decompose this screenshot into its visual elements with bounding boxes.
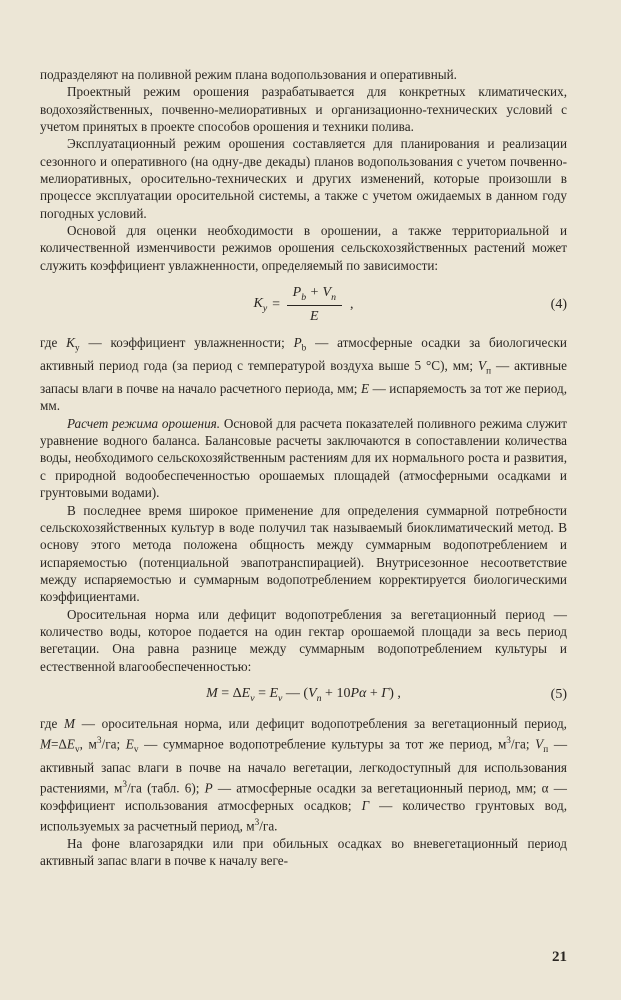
formula-4	[40, 278, 567, 332]
formula-5-expression: $M = \Delta E_v = E_v$ — $(V_п + 10P\alpha + Г)$ ,	[206, 686, 401, 704]
formula-5	[40, 675, 567, 715]
formula-4-equals: =	[271, 297, 281, 313]
page-number: 21	[552, 949, 567, 965]
paragraph-last: На фоне влагозарядки или при обильных осадках во вневегетационный период активный запас влаги в почве к началу веге-	[40, 835, 567, 869]
paragraph-bioclimatic-method: В последнее время широкое применение для определения суммарной потребности сельскохозяйственных культур в воде получил так называемый биоклиматический метод. В основу этого метода положена общность между суммарным водопотреблением и испаряемостью (потенциальной эвапотранспирацией). Внутрисезонное несоответствие между испаряемостью и суммарным водопотреблением корректируется биологическими коэффициентами.	[40, 502, 567, 605]
paragraph-irrigation-calculation: Расчет режима орошения. Основой для расчета показателей поливного режима служит уравнение водного баланса. Балансовые расчеты заключаются в сопоставлении количества воды, необходимого сельскохозяйственным растениям для их нормального роста и развития, с природной водообеспеченностью орошаемых площадей (атмосферными осадками и грунтовыми водами).	[40, 415, 567, 501]
formula-4-denominator: E	[310, 309, 319, 325]
paragraph-design-regime: Проектный режим орошения разрабатывается для конкретных климатических, водохозяйственных, почвенно-мелиоративных и организационно-технических условий с учетом принятых в проекте способов орошения и техники полива.	[40, 84, 567, 135]
formula-4-lhs: $K_у$	[253, 296, 268, 315]
paragraph-irrigation-norm: Оросительная норма или дефицит водопотребления за вегетационный период — количество воды, которое подается на один гектар орошаемой площади за весь период вегетации. Она равна разнице между суммарным водопотреблением культуры и естественной влагообеспеченностью:	[40, 606, 567, 674]
paragraph-formula-4-legend: где $K_у$ — коэффициент увлажненности; $P_b$ — атмосферные осадки за биологически активный период года (за период с температурой воздуха выше 5 °С), мм; $V_п$ — активные запасы влаги в почве на начало расчетного периода, мм; E — испаряемость за тот же период, мм.	[40, 335, 568, 414]
formula-4-fraction	[287, 285, 342, 325]
section-title: Расчет режима орошения.	[67, 415, 221, 431]
paragraph-continuation: подразделяют на поливной режим плана водопользования и оперативный.	[40, 67, 457, 82]
formula-4-comma: ,	[350, 297, 354, 313]
equation-number-4: (4)	[550, 297, 567, 313]
paragraph-operational-regime: Эксплуатационный режим орошения составляется для планирования и реализации сезонного и оперативного (на одну-две декады) планов водопользования с учетом почвенно-мелиоративных, оросительно-технических и других изменений, которые произошли в процессе эксплуатации оросительной системы, а также с учетом ожидаемых в данном году погодных условий.	[40, 136, 567, 221]
equation-number-5: (5)	[550, 686, 567, 702]
paragraph-formula-5-legend: где M — оросительная норма, или дефицит водопотребления за вегетационный период, $M=\Delta E_v$, $м^3/га$; $E_v$ — суммарное водопотребление культуры за тот же период, $м^3/га$; $V_п$ — активный запас влаги в почве на начало вегетации, легкодоступный для использования растениями, $м^3/га$ (табл. 6); P — атмосферные осадки за вегетационный период, мм; α — коэффициент использования атмосферных осадков; Г — количество грунтовых вод, используемых за расчетный период, $м^3/га$.	[40, 715, 568, 834]
formula-4-numerator: $P_b + V_п$	[287, 285, 342, 306]
paragraph-moisture-coefficient: Основой для оценки необходимости в орошении, а также территориальной и количественной изменчивости режимов орошения сельскохозяйственных растений может служить коэффициент увлажненности, определяемый по зависимости:	[40, 223, 567, 273]
